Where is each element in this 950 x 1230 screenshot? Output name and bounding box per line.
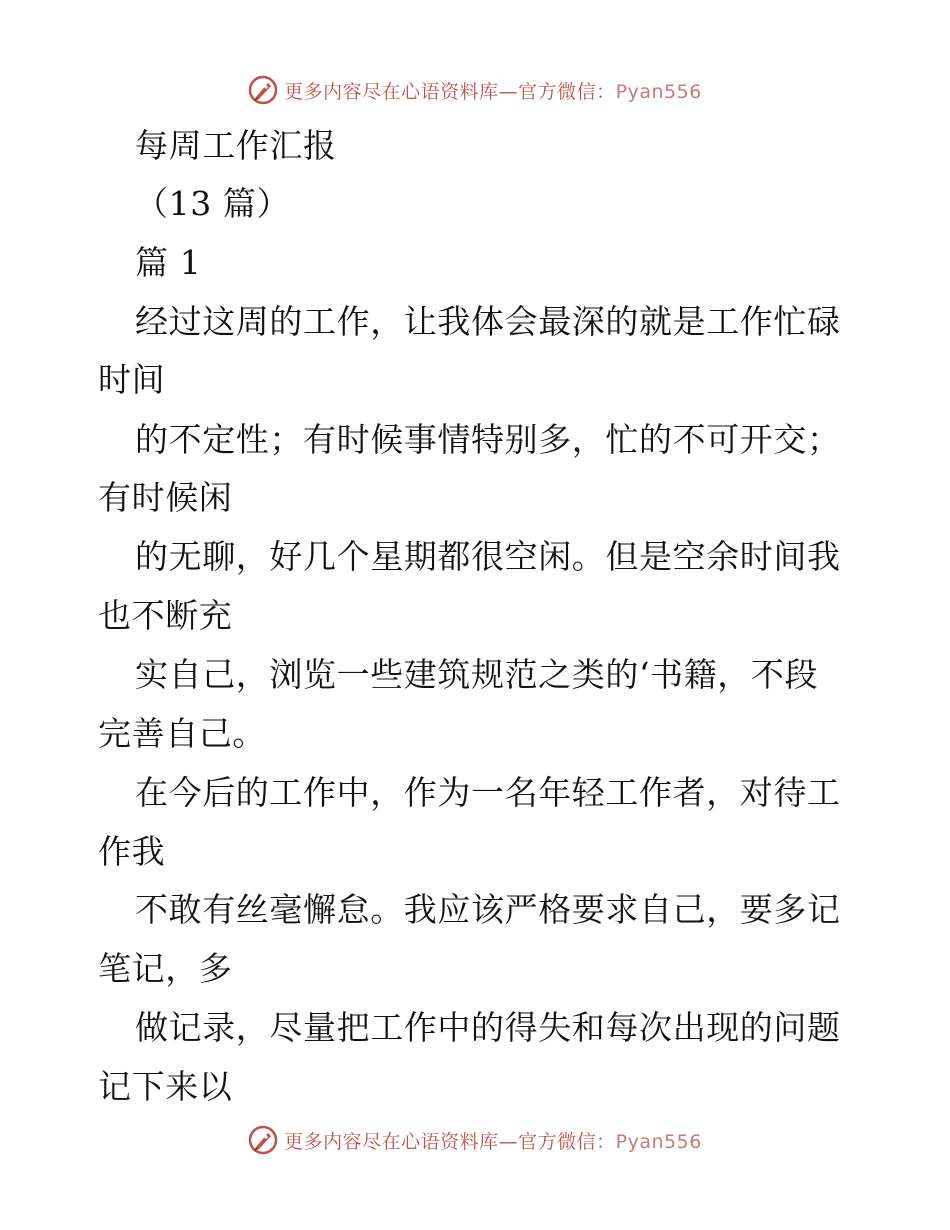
paragraph-line: 时间	[98, 360, 166, 399]
paragraph-line: 实自己，浏览一些建筑规范之类的‘书籍，不段	[135, 655, 819, 694]
footer-banner-id: Pyan556	[615, 1130, 702, 1153]
paragraph-line: 的不定性；有时候事情特别多，忙的不可开交；	[135, 420, 841, 459]
paragraph-line: 的无聊，好几个星期都很空闲。但是空余时间我	[135, 537, 841, 576]
paragraph-line: 笔记，多	[98, 949, 233, 988]
paragraph-line: 作我	[98, 832, 166, 871]
paragraph-line: 也不断充	[98, 596, 233, 635]
header-banner-text: 更多内容尽在心语资料库—官方微信：Pyan556	[284, 80, 702, 103]
document-title: 每周工作汇报	[135, 126, 337, 165]
paragraph-line: 不敢有丝毫懈怠。我应该严格要求自己，要多记	[135, 890, 841, 929]
paragraph-line: 有时候闲	[98, 478, 233, 517]
paragraph-line: 做记录，尽量把工作中的得失和每次出现的问题	[135, 1008, 841, 1047]
document-subtitle: （13 篇）	[135, 184, 291, 223]
header-banner-id: Pyan556	[615, 80, 702, 103]
paragraph-line: 记下来以	[98, 1067, 233, 1106]
footer-banner	[0, 1120, 950, 1160]
paragraph-line: 经过这周的工作，让我体会最深的就是工作忙碌	[135, 302, 841, 341]
pen-circle-logo-icon	[248, 1125, 278, 1155]
paragraph-line: 在今后的工作中，作为一名年轻工作者，对待工	[135, 773, 841, 812]
section-heading: 篇 1	[135, 243, 202, 282]
paragraph-line: 完善自己。	[98, 714, 266, 753]
footer-banner-text: 更多内容尽在心语资料库—官方微信：Pyan556	[284, 1130, 702, 1153]
